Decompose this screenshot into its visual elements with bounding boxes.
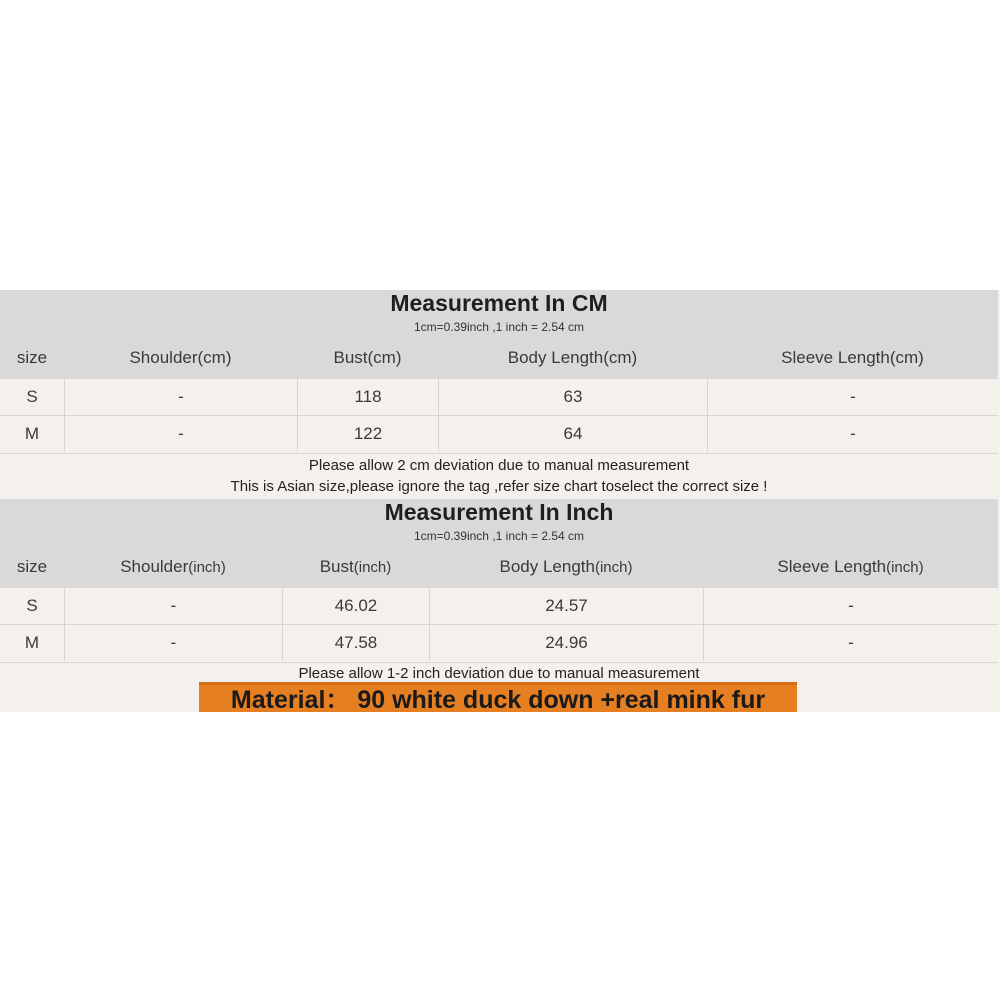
header-label: size — [16, 557, 48, 576]
body-length-cell: 24.57 — [429, 588, 703, 624]
bust-cell: 47.58 — [282, 625, 429, 661]
size-cell: M — [24, 633, 40, 652]
body-length-cell: 24.96 — [429, 625, 703, 661]
inch-header-sleeve-length — [703, 547, 998, 587]
inch-title: Measurement In Inch — [384, 499, 614, 525]
size-cell: S — [26, 596, 38, 615]
header-unit: (inch) — [188, 559, 226, 576]
cm-deviation-note: Please allow 2 cm deviation due to manual measurement — [308, 457, 690, 474]
table-row — [0, 587, 998, 624]
shoulder-cell: - — [64, 416, 297, 452]
inch-deviation-note: Please allow 1-2 inch deviation due to manual measurement — [298, 665, 700, 682]
inch-header-size — [0, 547, 64, 587]
size-cell: M — [24, 424, 40, 443]
sleeve-length-cell: - — [707, 416, 998, 452]
cm-conversion-note: 1cm=0.39inch ,1 inch = 2.54 cm — [413, 320, 585, 334]
table-row — [0, 415, 998, 452]
cm-title-band — [0, 290, 998, 338]
inch-header-body-length — [429, 547, 703, 587]
header-label: Shoulder — [120, 557, 189, 576]
inch-header-shoulder — [64, 547, 282, 587]
header-label: Body Length — [499, 557, 595, 576]
sleeve-length-cell: - — [703, 588, 998, 624]
asian-size-note: This is Asian size,please ignore the tag ,refer size chart toselect the correct size ! — [230, 478, 768, 495]
cm-header-sleeve-length: Sleeve Length(cm) — [781, 348, 924, 367]
table-row — [0, 624, 998, 661]
cm-title: Measurement In CM — [390, 290, 608, 316]
header-unit: (inch) — [353, 559, 392, 576]
cm-header-row — [0, 338, 998, 378]
header-label: Sleeve Length — [777, 557, 887, 576]
inch-conversion-note: 1cm=0.39inch ,1 inch = 2.54 cm — [413, 529, 585, 543]
body-length-cell: 64 — [438, 416, 707, 452]
cm-notes — [0, 453, 998, 501]
inch-header-bust — [282, 547, 429, 587]
size-cell: S — [26, 387, 38, 406]
inch-title-band — [0, 499, 998, 547]
sleeve-length-cell: - — [707, 379, 998, 415]
table-row — [0, 378, 998, 415]
header-label: Bust — [319, 557, 354, 576]
inch-header-row — [0, 547, 998, 587]
shoulder-cell: - — [64, 625, 282, 661]
material-banner: Material： 90 white duck down +real mink fur — [199, 682, 797, 712]
bust-cell: 118 — [297, 379, 438, 415]
header-unit: (inch) — [594, 559, 633, 576]
cm-header-body-length: Body Length(cm) — [507, 348, 638, 367]
cm-header-shoulder: Shoulder(cm) — [129, 348, 232, 367]
body-length-cell: 63 — [438, 379, 707, 415]
cm-header-size: size — [16, 348, 48, 367]
shoulder-cell: - — [64, 379, 297, 415]
cm-header-bust: Bust(cm) — [333, 348, 402, 367]
bust-cell: 122 — [297, 416, 438, 452]
sleeve-length-cell: - — [703, 625, 998, 661]
shoulder-cell: - — [64, 588, 282, 624]
bust-cell: 46.02 — [282, 588, 429, 624]
size-chart — [0, 290, 1000, 712]
header-unit: (inch) — [886, 559, 924, 576]
